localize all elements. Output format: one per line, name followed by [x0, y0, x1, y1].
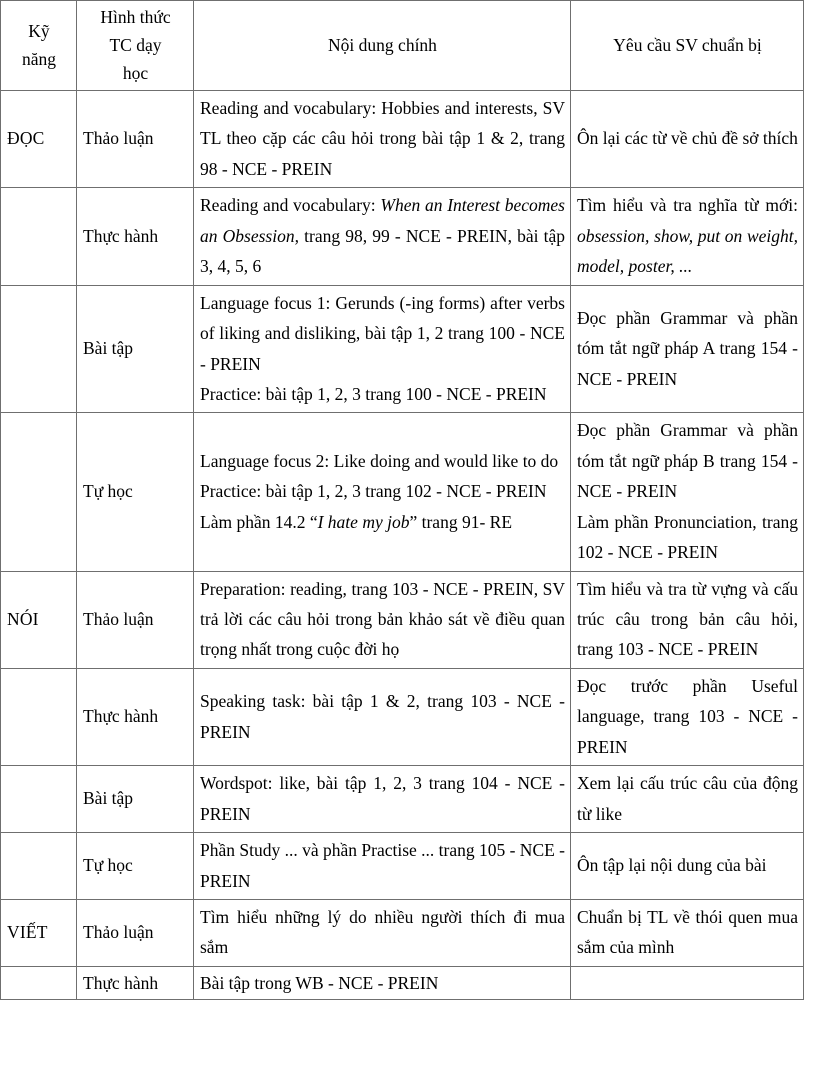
cell-main-content [194, 833, 571, 900]
table-row [1, 833, 804, 900]
prep-paragraph: Đọc phần Grammar và phần tóm tắt ngữ pháp B trang 154 - NCE - PREIN [577, 420, 798, 502]
cell-main-content [194, 966, 571, 999]
content-paragraph: Preparation: reading, trang 103 - NCE - PREIN, SV trả lời các câu hỏi trong bản khảo sát về điều quan trọng nhất trong cuộc đời họ [200, 578, 565, 660]
cell-student-preparation [571, 188, 804, 285]
table-row [1, 766, 804, 833]
cell-main-content [194, 285, 571, 413]
cell-teaching-form: Thảo luận [77, 571, 194, 668]
table-row [1, 571, 804, 668]
table-row [1, 413, 804, 571]
prep-paragraph: Chuẩn bị TL về thói quen mua sắm của mình [577, 906, 798, 958]
prep-paragraph: Tìm hiểu và tra từ vựng và cấu trúc câu trong bản câu hỏi, trang 103 - NCE - PREIN [577, 578, 798, 660]
cell-student-preparation [571, 668, 804, 765]
column-header-form-line3: học [122, 63, 149, 83]
column-header-skill-line2: năng [21, 49, 57, 69]
table-row [1, 899, 804, 966]
cell-student-preparation [571, 91, 804, 188]
cell-student-preparation [571, 571, 804, 668]
cell-student-preparation [571, 899, 804, 966]
table-row [1, 91, 804, 188]
cell-student-preparation [571, 766, 804, 833]
content-paragraph: Làm phần 14.2 “I hate my job” trang 91- RE [200, 511, 513, 532]
column-header-form-line2: TC dạy [109, 35, 162, 55]
cell-main-content [194, 413, 571, 571]
content-paragraph: Reading and vocabulary: Hobbies and interests, SV TL theo cặp các câu hỏi trong bài tập 1 & 2, trang 98 - NCE - PREIN [200, 98, 565, 179]
cell-teaching-form: Bài tập [77, 285, 194, 413]
content-paragraph: Bài tập trong WB - NCE - PREIN [200, 972, 439, 993]
cell-skill: VIẾT [1, 899, 77, 966]
prep-paragraph: Làm phần Pronunciation, trang 102 - NCE - PREIN [577, 511, 798, 563]
column-header-student-preparation: Yêu cầu SV chuẩn bị [571, 1, 804, 91]
cell-main-content [194, 188, 571, 285]
prep-paragraph: Ôn tập lại nội dung của bài [577, 855, 767, 876]
content-paragraph: Reading and vocabulary: When an Interest becomes an Obsession, trang 98, 99 - NCE - PREIN, bài tập 3, 4, 5, 6 [200, 195, 566, 277]
prep-paragraph: Ôn lại các từ về chủ đề sở thích [577, 128, 798, 149]
content-paragraph: Tìm hiểu những lý do nhiều người thích đi mua sắm [200, 906, 565, 958]
table-row [1, 188, 804, 285]
prep-paragraph: Đọc phần Grammar và phần tóm tắt ngữ pháp A trang 154 - NCE - PREIN [577, 307, 798, 389]
cell-skill [1, 833, 77, 900]
content-paragraph: Practice: bài tập 1, 2, 3 trang 100 - NCE - PREIN [200, 383, 547, 404]
cell-main-content [194, 899, 571, 966]
cell-main-content [194, 91, 571, 188]
cell-teaching-form: Bài tập [77, 766, 194, 833]
prep-paragraph: Xem lại cấu trúc câu của động từ like [577, 773, 798, 824]
cell-teaching-form: Thực hành [77, 668, 194, 765]
content-paragraph: Speaking task: bài tập 1 & 2, trang 103 - NCE - PREIN [200, 691, 565, 742]
cell-main-content [194, 571, 571, 668]
cell-teaching-form: Tự học [77, 833, 194, 900]
column-header-skill [1, 1, 77, 91]
cell-skill: NÓI [1, 571, 77, 668]
cell-teaching-form: Thực hành [77, 966, 194, 999]
prep-paragraph: Tìm hiểu và tra nghĩa từ mới: obsession, show, put on weight, model, poster, ... [577, 195, 798, 277]
cell-skill [1, 188, 77, 285]
cell-student-preparation [571, 966, 804, 999]
cell-skill [1, 668, 77, 765]
content-paragraph: Phần Study ... và phần Practise ... trang 105 - NCE - PREIN [200, 840, 566, 891]
cell-main-content [194, 668, 571, 765]
cell-teaching-form: Thảo luận [77, 899, 194, 966]
prep-paragraph: Đọc trước phần Useful language, trang 103 - NCE - PREIN [577, 675, 798, 757]
table-row [1, 285, 804, 413]
header-row [1, 1, 804, 91]
table-row [1, 668, 804, 765]
cell-skill: ĐỌC [1, 91, 77, 188]
content-paragraph: Practice: bài tập 1, 2, 3 trang 102 - NCE - PREIN [200, 481, 547, 502]
cell-student-preparation [571, 413, 804, 571]
cell-skill [1, 966, 77, 999]
cell-main-content [194, 766, 571, 833]
cell-student-preparation [571, 833, 804, 900]
table-body [1, 91, 804, 1000]
cell-teaching-form: Thực hành [77, 188, 194, 285]
content-paragraph: Wordspot: like, bài tập 1, 2, 3 trang 104 - NCE - PREIN [200, 773, 565, 824]
cell-skill [1, 285, 77, 413]
cell-skill [1, 766, 77, 833]
cell-student-preparation [571, 285, 804, 413]
table-header [1, 1, 804, 91]
column-header-main-content: Nội dung chính [194, 1, 571, 91]
cell-teaching-form: Tự học [77, 413, 194, 571]
table-row [1, 966, 804, 999]
column-header-teaching-form [77, 1, 194, 91]
cell-teaching-form: Thảo luận [77, 91, 194, 188]
content-paragraph: Language focus 2: Like doing and would like to do [200, 450, 559, 471]
column-header-form-line1: Hình thức [100, 7, 171, 27]
cell-skill [1, 413, 77, 571]
content-paragraph: Language focus 1: Gerunds (-ing forms) after verbs of liking and disliking, bài tập 1, 2 trang 100 - NCE - PREIN [200, 292, 565, 374]
column-header-skill-line1: Kỹ [28, 21, 50, 41]
